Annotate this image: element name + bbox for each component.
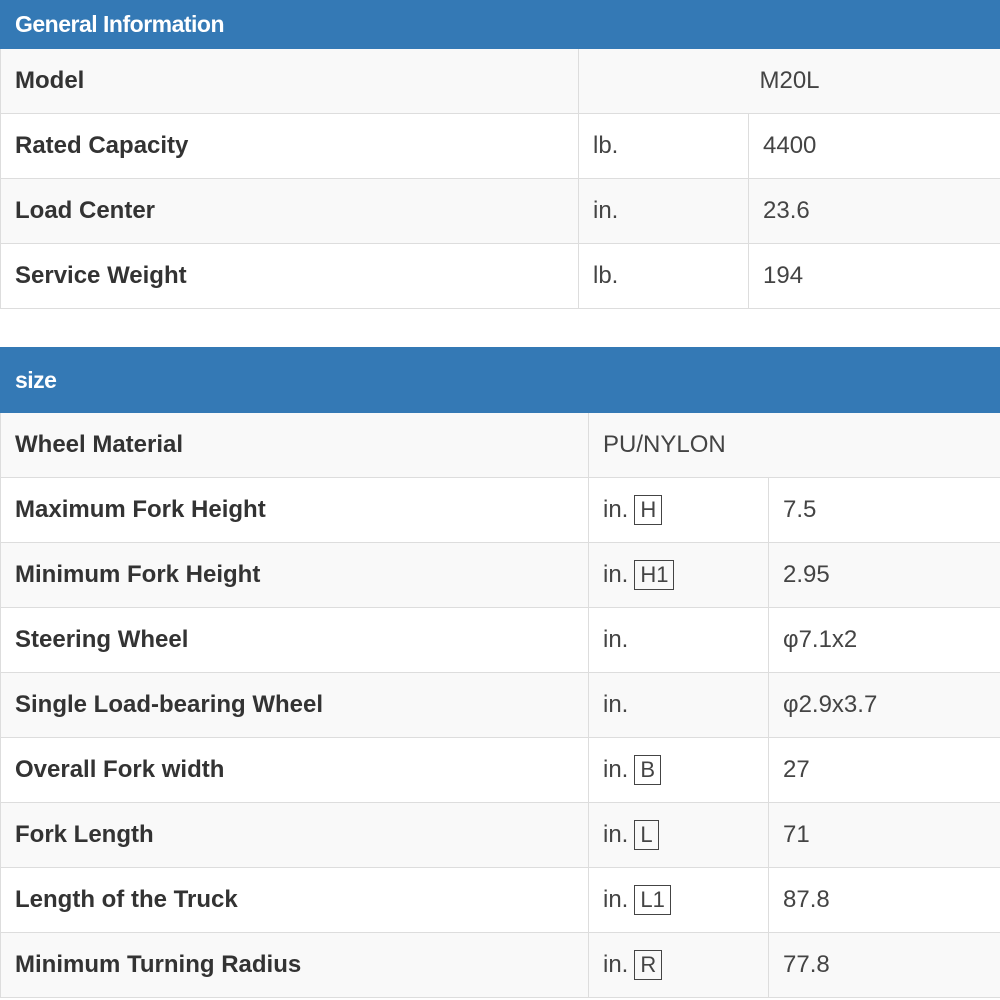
spec-label: Rated Capacity [1, 114, 579, 179]
spec-unit-cell [589, 543, 769, 608]
spec-value: 2.95 [769, 543, 1000, 608]
general-information-header: General Information [1, 0, 1000, 49]
spec-label: Maximum Fork Height [1, 478, 589, 543]
spec-label: Fork Length [1, 803, 589, 868]
spec-unit-cell [589, 738, 769, 803]
spec-value: 194 [749, 244, 1000, 309]
dimension-symbol: B [634, 755, 661, 785]
spec-label: Minimum Fork Height [1, 543, 589, 608]
spec-value: 71 [769, 803, 1000, 868]
table-row [1, 738, 1000, 803]
model-row [1, 49, 1000, 114]
size-header: size [1, 348, 1000, 413]
model-label: Model [1, 49, 579, 114]
spec-label: Length of the Truck [1, 868, 589, 933]
spec-unit: in. [603, 756, 629, 783]
spec-value: φ2.9x3.7 [769, 673, 1000, 738]
spec-value: φ7.1x2 [769, 608, 1000, 673]
wheel-material-label: Wheel Material [1, 413, 589, 478]
spec-label: Steering Wheel [1, 608, 589, 673]
spec-unit-cell [589, 803, 769, 868]
model-value: M20L [579, 49, 1000, 114]
dimension-symbol: H1 [634, 560, 674, 590]
dimension-symbol: R [634, 950, 662, 980]
spec-value: 27 [769, 738, 1000, 803]
table-row [1, 179, 1000, 244]
spec-unit: in. [589, 673, 769, 738]
spec-unit: in. [603, 886, 629, 913]
dimension-symbol: H [634, 495, 662, 525]
spec-label: Minimum Turning Radius [1, 933, 589, 998]
table-row [1, 673, 1000, 738]
table-row [1, 478, 1000, 543]
dimension-symbol: L1 [634, 885, 670, 915]
table-row [1, 933, 1000, 998]
spec-value: 4400 [749, 114, 1000, 179]
spec-value: 23.6 [749, 179, 1000, 244]
spec-unit: in. [589, 608, 769, 673]
table-row [1, 543, 1000, 608]
general-information-table [0, 0, 1000, 309]
spec-label: Single Load-bearing Wheel [1, 673, 589, 738]
spec-value: 77.8 [769, 933, 1000, 998]
size-header-row [1, 348, 1000, 413]
spec-unit: in. [603, 496, 629, 523]
spec-unit-cell [589, 868, 769, 933]
spec-unit: lb. [579, 114, 749, 179]
table-row [1, 114, 1000, 179]
spec-unit: lb. [579, 244, 749, 309]
spec-label: Load Center [1, 179, 579, 244]
wheel-material-value: PU/NYLON [589, 413, 1000, 478]
spec-value: 87.8 [769, 868, 1000, 933]
wheel-material-row [1, 413, 1000, 478]
spec-unit: in. [579, 179, 749, 244]
spec-unit: in. [603, 821, 629, 848]
general-information-header-row [1, 0, 1000, 49]
table-row [1, 803, 1000, 868]
size-table [0, 347, 1000, 998]
table-row [1, 244, 1000, 309]
spec-label: Overall Fork width [1, 738, 589, 803]
spec-unit-cell [589, 933, 769, 998]
spec-unit: in. [603, 951, 629, 978]
spec-value: 7.5 [769, 478, 1000, 543]
spec-label: Service Weight [1, 244, 579, 309]
dimension-symbol: L [634, 820, 658, 850]
spec-unit: in. [603, 561, 629, 588]
table-row [1, 608, 1000, 673]
spec-unit-cell [589, 478, 769, 543]
table-row [1, 868, 1000, 933]
